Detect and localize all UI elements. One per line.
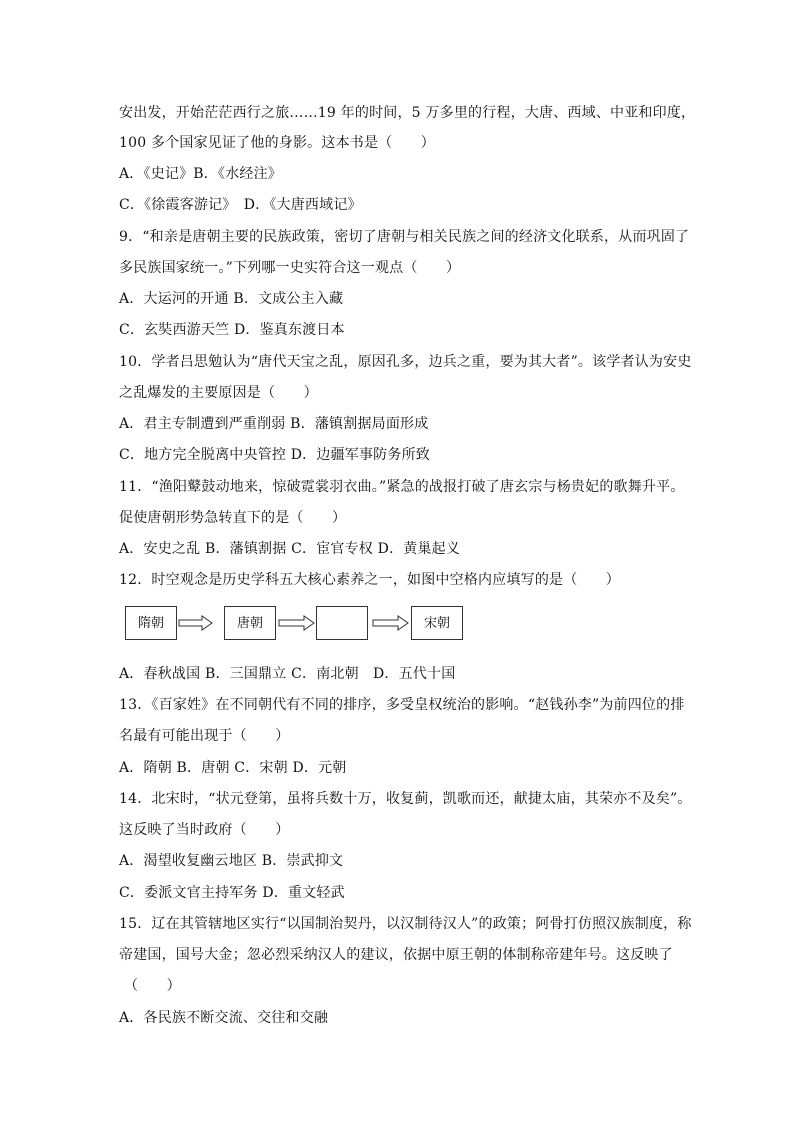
flow-box-tang: 唐朝	[224, 606, 276, 640]
q9-stem-line-1: 9．“和亲是唐朝主要的民族政策，密切了唐朝与相关民族之间的经济文化联系，从而巩固了	[119, 229, 690, 245]
q11-options: A．安史之乱 B．藩镇割据 C．宦官专权 D．黄巢起义	[119, 541, 461, 557]
q9-options-ab: A．大运河的开通 B．文成公主入藏	[119, 291, 344, 307]
q14-options-cd: C．委派文官主持军务 D．重文轻武	[119, 885, 345, 901]
arrow-right-icon	[372, 615, 410, 631]
q15-option-a: A．各民族不断交流、交往和交融	[119, 1010, 329, 1026]
q15-answer-blank: （ ）	[124, 978, 181, 994]
q14-stem-line-1: 14．北宋时，“状元登第，虽将兵数十万，收复蓟，凯歌而还，献捷太庙，其荣亦不及矣”。	[119, 791, 692, 807]
arrow-right-icon	[278, 615, 316, 631]
q10-options-cd: C．地方完全脱离中央管控 D．边疆军事防务所致	[119, 447, 430, 463]
q15-stem-line-2: 帝建国，国号大金；忽必烈采纳汉人的建议，依据中原王朝的体制称帝建年号。这反映了	[119, 947, 673, 963]
q9-options-cd: C．玄奘西游天竺 D．鉴真东渡日本	[119, 322, 345, 338]
q13-stem-line-2: 名最有可能出现于（ ）	[119, 728, 290, 744]
q15-stem-line-1: 15．辽在其管辖地区实行“以国制治契丹，以汉制待汉人”的政策；阿骨打仿照汉族制度，称	[119, 916, 692, 932]
flow-box-sui: 隋朝	[125, 606, 177, 640]
q14-options-ab: A．渴望收复幽云地区 B．崇武抑文	[119, 853, 344, 869]
q10-stem-line-2: 之乱爆发的主要原因是（ ）	[119, 385, 318, 401]
q8-options-ab: A．《史记》B．《水经注》	[119, 166, 282, 182]
q11-stem-line-2: 促使唐朝形势急转直下的是（ ）	[119, 510, 347, 526]
q8-options-cd: C．《徐霞客游记》 D．《大唐西域记》	[119, 197, 362, 213]
q10-options-ab: A．君主专制遭到严重削弱 B．藩镇割据局面形成	[119, 416, 429, 432]
q12-stem: 12．时空观念是历史学科五大核心素养之一，如图中空格内应填写的是（ ）	[119, 572, 621, 588]
q13-options: A．隋朝 B．唐朝 C．宋朝 D．元朝	[119, 760, 347, 776]
arrow-right-icon	[178, 615, 214, 631]
q14-stem-line-2: 这反映了当时政府（ ）	[119, 822, 290, 838]
q8-stem-line-1: 安出发，开始茫茫西行之旅……19 年的时间，5 万多里的行程，大唐、西域、中亚和印度，	[119, 105, 696, 121]
q12-options: A．春秋战国 B．三国鼎立 C．南北朝 D．五代十国	[119, 666, 456, 682]
flow-box-song: 宋朝	[411, 606, 463, 640]
q10-stem-line-1: 10．学者吕思勉认为“唐代天宝之乱，原因孔多，边兵之重，要为其大者”。该学者认为安史	[119, 354, 692, 370]
q13-stem-line-1: 13．《百家姓》在不同朝代有不同的排序，多受皇权统治的影响。“赵钱孙李”为前四位的排	[119, 697, 685, 713]
q9-stem-line-2: 多民族国家统一。”下列哪一史实符合这一观点（ ）	[119, 260, 461, 276]
q8-stem-line-2: 100 多个国家见证了他的身影。这本书是（ ）	[119, 135, 435, 151]
flow-box-blank	[316, 606, 368, 640]
q11-stem-line-1: 11．“渔阳鼙鼓动地来，惊破霓裳羽衣曲。”紧急的战报打破了唐玄宗与杨贵妃的歌舞升平。	[119, 479, 685, 495]
